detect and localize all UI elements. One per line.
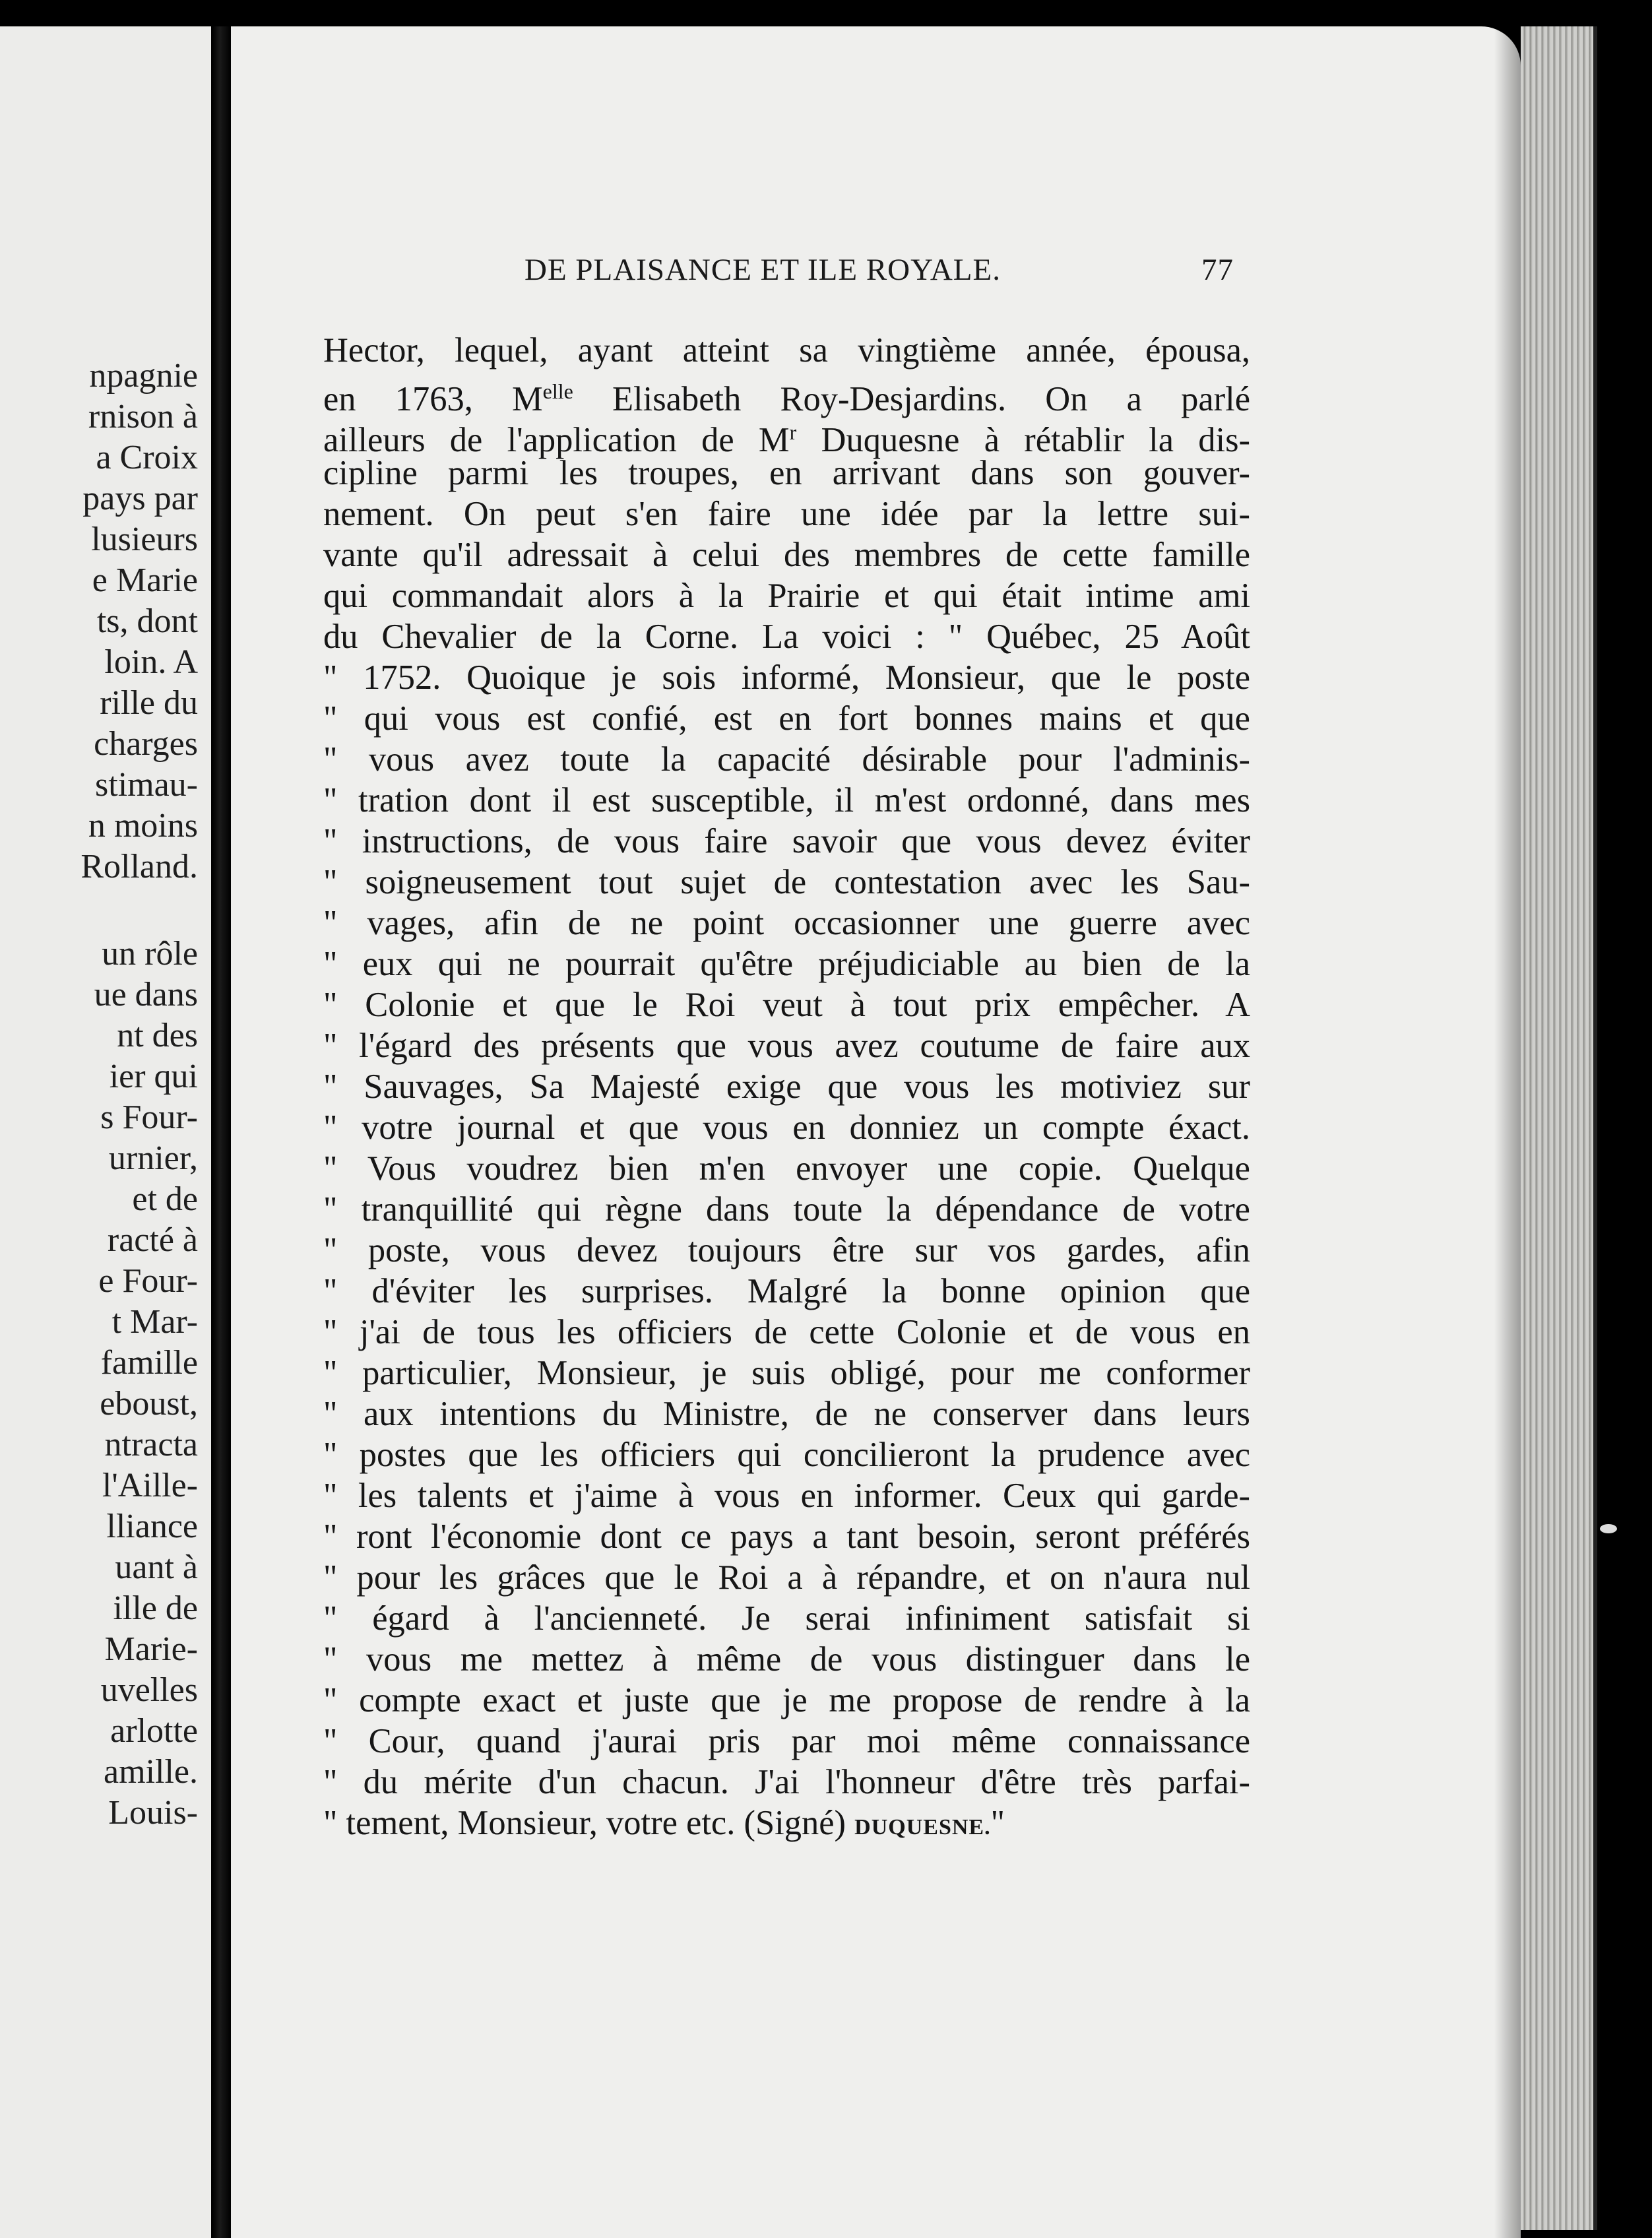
page-number: 77 xyxy=(1201,253,1234,287)
facing-page-line: rille du xyxy=(100,684,198,722)
running-head xyxy=(297,252,1234,305)
facing-page-line: ts, dont xyxy=(96,602,198,640)
text-run: Duquesne à rétablir la dis- xyxy=(796,421,1251,459)
text-line: " Vous voudrez bien m'en envoyer une copie. Quelque xyxy=(323,1149,1250,1188)
facing-page-line: Louis- xyxy=(108,1794,198,1832)
text-line: " instructions, de vous faire savoir que vous devez éviter xyxy=(323,822,1250,860)
text-line: " les talents et j'aime à vous en informer. Ceux qui garde- xyxy=(323,1477,1250,1515)
facing-page-line: racté à xyxy=(107,1221,198,1259)
book-gutter xyxy=(212,26,231,2238)
text-line: Hector, lequel, ayant atteint sa vingtième année, épousa, xyxy=(323,331,1250,369)
facing-page-line: a Croix xyxy=(96,439,198,476)
facing-page-line: et de xyxy=(132,1180,198,1218)
paper-speck xyxy=(1600,1524,1617,1533)
text-line: " d'éviter les surprises. Malgré la bonne opinion que xyxy=(323,1272,1250,1310)
text-line: " l'égard des présents que vous avez coutume de faire aux xyxy=(323,1027,1250,1065)
facing-page-left xyxy=(0,26,211,2238)
facing-page-line: famille xyxy=(100,1344,198,1382)
text-line xyxy=(323,371,1250,418)
text-line: " 1752. Quoique je sois informé, Monsieur, que le poste xyxy=(323,658,1250,697)
facing-page-line: amille. xyxy=(104,1753,198,1791)
text-line: " j'ai de tous les officiers de cette Colonie et de vous en xyxy=(323,1313,1250,1351)
text-line xyxy=(323,412,1251,459)
facing-page-line: s Four- xyxy=(100,1099,198,1136)
facing-page-line: uvelles xyxy=(100,1671,198,1709)
text-run: " tement, Monsieur, votre etc. (Signé) xyxy=(323,1804,855,1842)
facing-page-line: e Marie xyxy=(92,561,198,599)
text-line: " postes que les officiers qui concilieront la prudence avec xyxy=(323,1436,1250,1474)
superscript: r xyxy=(789,420,797,444)
facing-page-line: ille de xyxy=(113,1589,198,1627)
text-line: " soigneusement tout sujet de contestation avec les Sau- xyxy=(323,863,1250,901)
facing-page-line: urnier, xyxy=(108,1139,198,1177)
text-line: " eux qui ne pourrait qu'être préjudiciable au bien de la xyxy=(323,945,1250,983)
facing-page-line: pays par xyxy=(82,480,198,517)
facing-page-line: stimau- xyxy=(95,766,198,804)
facing-page-line: arlotte xyxy=(110,1712,198,1750)
text-run: ailleurs de l'application de M xyxy=(323,421,790,459)
text-line: qui commandait alors à la Prairie et qui était intime ami xyxy=(323,577,1250,615)
text-line: " compte exact et juste que je me propose de rendre à la xyxy=(323,1681,1250,1719)
text-line: " votre journal et que vous en donniez un compte éxact. xyxy=(323,1108,1250,1147)
facing-page-line: ier qui xyxy=(109,1058,198,1095)
body-text xyxy=(323,330,1250,1843)
facing-page-line: Marie- xyxy=(104,1630,198,1668)
text-run: Elisabeth Roy-Desjardins. On a parlé xyxy=(573,380,1250,418)
facing-page-line: uant à xyxy=(115,1549,198,1586)
facing-page-line: nt des xyxy=(117,1017,198,1054)
text-line: " Sauvages, Sa Majesté exige que vous les motiviez sur xyxy=(323,1068,1250,1106)
facing-page-line: loin. A xyxy=(104,643,198,681)
facing-page-line: Rolland. xyxy=(80,848,198,885)
facing-page-line: e Four- xyxy=(98,1262,198,1300)
running-head-title: DE PLAISANCE ET ILE ROYALE. xyxy=(524,253,1001,287)
text-line: vante qu'il adressait à celui des membres de cette famille xyxy=(323,536,1250,574)
facing-page-line: l'Aille- xyxy=(102,1467,198,1504)
text-line: " pour les grâces que le Roi a à répandre, et on n'aura nul xyxy=(323,1558,1250,1597)
facing-page-line: lusieurs xyxy=(91,521,198,558)
facing-page-line: rnison à xyxy=(88,398,198,435)
text-line: " vages, afin de ne point occasionner une guerre avec xyxy=(323,904,1250,942)
text-line: " vous avez toute la capacité désirable pour l'adminis- xyxy=(323,740,1250,779)
text-line: " aux intentions du Ministre, de ne conserver dans leurs xyxy=(323,1395,1250,1433)
page-edges xyxy=(1521,26,1597,2230)
superscript: elle xyxy=(542,379,573,403)
text-line: " Colonie et que le Roi veut à tout prix empêcher. A xyxy=(323,986,1250,1024)
facing-page-line: un rôle xyxy=(102,935,198,973)
text-line: " vous me mettez à même de vous distinguer dans le xyxy=(323,1640,1250,1678)
facing-page-line: charges xyxy=(94,725,198,763)
text-line: du Chevalier de la Corne. La voici : " Québec, 25 Août xyxy=(323,618,1250,656)
text-run: " xyxy=(990,1804,1005,1842)
facing-page-line: ue dans xyxy=(94,976,198,1013)
text-run: en 1763, M xyxy=(323,380,543,418)
text-line: " particulier, Monsieur, je suis obligé, pour me conformer xyxy=(323,1354,1250,1392)
text-line: nement. On peut s'en faire une idée par la lettre sui- xyxy=(323,495,1250,533)
text-line: " tranquillité qui règne dans toute la dépendance de votre xyxy=(323,1190,1250,1229)
page-edge-shadow xyxy=(1494,26,1521,2238)
text-line: " qui vous est confié, est en fort bonnes mains et que xyxy=(323,699,1250,738)
facing-page-line: ntracta xyxy=(104,1426,198,1463)
text-line: " poste, vous devez toujours être sur vos gardes, afin xyxy=(323,1231,1250,1269)
text-line: " Cour, quand j'aurai pris par moi même connaissance xyxy=(323,1722,1250,1760)
signature-name: DUQUESNE. xyxy=(854,1815,991,1839)
facing-page-line: npagnie xyxy=(89,357,198,395)
facing-page-line: lliance xyxy=(106,1508,198,1545)
text-line: " du mérite d'un chacun. J'ai l'honneur d'être très parfai- xyxy=(323,1763,1250,1801)
text-line: " égard à l'ancienneté. Je serai infiniment satisfait si xyxy=(323,1599,1250,1638)
facing-page-line: t Mar- xyxy=(111,1303,198,1341)
text-line xyxy=(323,1803,1250,1843)
facing-page-line: eboust, xyxy=(100,1385,198,1423)
text-line: " ront l'économie dont ce pays a tant besoin, seront préférés xyxy=(323,1518,1250,1556)
text-line: cipline parmi les troupes, en arrivant dans son gouver- xyxy=(323,454,1250,492)
text-line: " tration dont il est susceptible, il m'est ordonné, dans mes xyxy=(323,781,1250,819)
facing-page-line: n moins xyxy=(88,807,198,845)
